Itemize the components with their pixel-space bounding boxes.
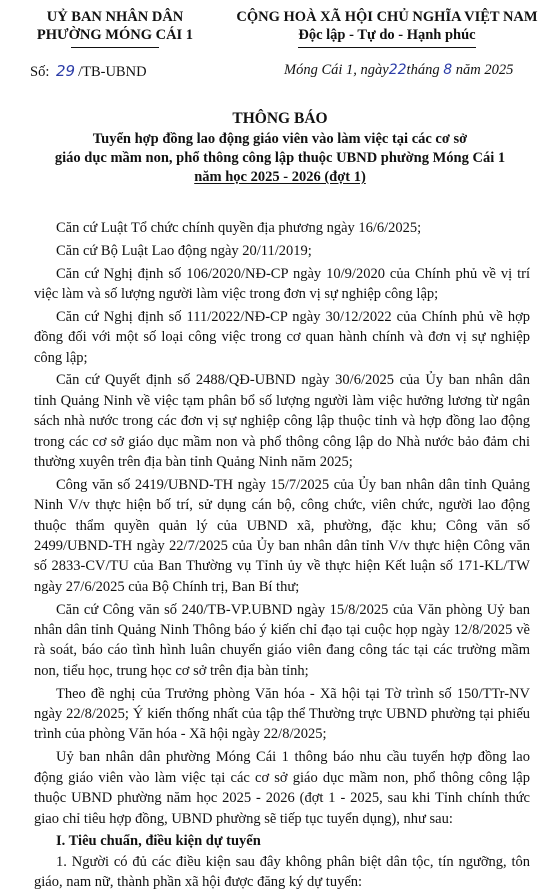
section-heading: I. Tiêu chuẩn, điều kiện dự tuyển	[56, 833, 261, 850]
issue-date	[284, 62, 513, 79]
section-paragraph: 1. Người có đủ các điều kiện sau đây không phân biệt dân tộc, tín ngưỡng, tôn giáo, nam nữ, thành phần xã hội được đăng ký dự tuyển:	[34, 853, 530, 891]
paragraph: Căn cứ Luật Tổ chức chính quyền địa phương ngày 16/6/2025;	[56, 220, 422, 236]
subtitle-line-3: năm học 2025 - 2026 (đợt 1)	[194, 169, 366, 185]
authority-line-1: UỶ BAN NHÂN DÂN	[46, 9, 184, 25]
paragraph: Theo đề nghị của Trưởng phòng Văn hóa - Xã hội tại Tờ trình số 150/TTr-NV ngày 22/8/2025; Ý kiến thống nhất của tập thể Thường trực UBND phường tại phiếu trình của phòng Văn hóa - Xã hội ngày 22/8/2025;	[34, 685, 530, 743]
paragraph: Căn cứ Bộ Luật Lao động ngày 20/11/2019;	[56, 242, 312, 259]
number-prefix: Số:	[30, 64, 50, 80]
subtitle-line-1: Tuyển hợp đồng lao động giáo viên vào làm việc tại các cơ sở	[92, 131, 468, 147]
document-number	[30, 62, 147, 81]
date-place: Móng Cái 1, ngày	[284, 62, 389, 78]
handwritten-number: 29	[55, 62, 76, 80]
issuing-authority	[10, 8, 220, 44]
paragraph: Căn cứ Nghị định số 111/2022/NĐ-CP ngày 30/12/2022 của Chính phủ về hợp đồng đối với một số loại công việc trong cơ quan hành chính và đơn vị sự nghiệp công lập;	[34, 308, 530, 366]
number-suffix: /TB-UBND	[78, 64, 147, 80]
subtitle-line-2: giáo dục mầm non, phổ thông công lập thuộc UBND phường Móng Cái 1	[54, 150, 506, 166]
national-motto	[222, 8, 552, 44]
authority-line-2: PHƯỜNG MÓNG CÁI 1	[36, 27, 194, 43]
document-subtitle	[30, 130, 530, 187]
handwritten-day: 22	[388, 62, 407, 78]
year-label: năm 2025	[455, 62, 514, 78]
handwritten-month: 8	[443, 62, 453, 78]
motto: Độc lập - Tự do - Hạnh phúc	[298, 27, 476, 43]
paragraph: Căn cứ Nghị định số 106/2020/NĐ-CP ngày 10/9/2020 của Chính phủ về vị trí việc làm và số lượng người làm việc trong đơn vị sự nghiệp công lập;	[34, 265, 530, 302]
paragraph: Công văn số 2419/UBND-TH ngày 15/7/2025 của Ủy ban nhân dân tỉnh Quảng Ninh V/v thực hiện bố trí, sử dụng cán bộ, công chức, viên chức, người lao động thuộc thẩm quyền quản lý của UBND xã, phường, đặc khu; Công văn số 2499/UBND-TH ngày 22/7/2025 của Ủy ban nhân dân tỉnh V/v thực hiện Công văn số 2833-CV/TU của Ban Thường vụ Tỉnh ủy về thực hiện Kết luận số 171-KL/TW ngày 27/6/2025 của Bộ Chính trị, Ban Bí thư;	[34, 476, 530, 595]
paragraph: Căn cứ Quyết định số 2488/QĐ-UBND ngày 30/6/2025 của Ủy ban nhân dân tỉnh Quảng Ninh về việc tạm phân bổ số lượng người làm việc hưởng lương từ ngân sách nhà nước trong các đơn vị sự nghiệp công lập thuộc tỉnh và hợp đồng lao động trong các cơ sở giáo dục mầm non và phổ thông công lập do Nhà nước bảo đảm chi thường xuyên trên địa bàn tỉnh Quảng Ninh năm 2025;	[34, 372, 530, 471]
nation-name: CỘNG HOÀ XÃ HỘI CHỦ NGHĨA VIỆT NAM	[236, 9, 538, 25]
month-label: tháng	[406, 62, 440, 78]
paragraph: Căn cứ Công văn số 240/TB-VP.UBND ngày 15/8/2025 của Văn phòng Uỷ ban nhân dân tỉnh Quảng Ninh Thông báo ý kiến chỉ đạo tại cuộc họp ngày 12/8/2025 về rà soát, báo cáo tình hình luân chuyển giáo viên đang công tác tại các trường mầm non, tiểu học, trung học cơ sở trên địa bàn tỉnh;	[34, 601, 530, 679]
document-body	[34, 218, 530, 895]
document-title: THÔNG BÁO	[232, 110, 328, 127]
paragraph: Uỷ ban nhân dân phường Móng Cái 1 thông báo nhu cầu tuyển hợp đồng lao động giáo viên vào làm việc tại các cơ sở giáo dục mầm non, phổ thông công lập thuộc UBND phường năm học 2025 - 2026 (đợt 1 - 2025, sau khi Tỉnh chính thức giao chỉ tiêu hợp đồng, UBND phường sẽ tiếp tục tuyển dụng), như sau:	[34, 749, 530, 827]
